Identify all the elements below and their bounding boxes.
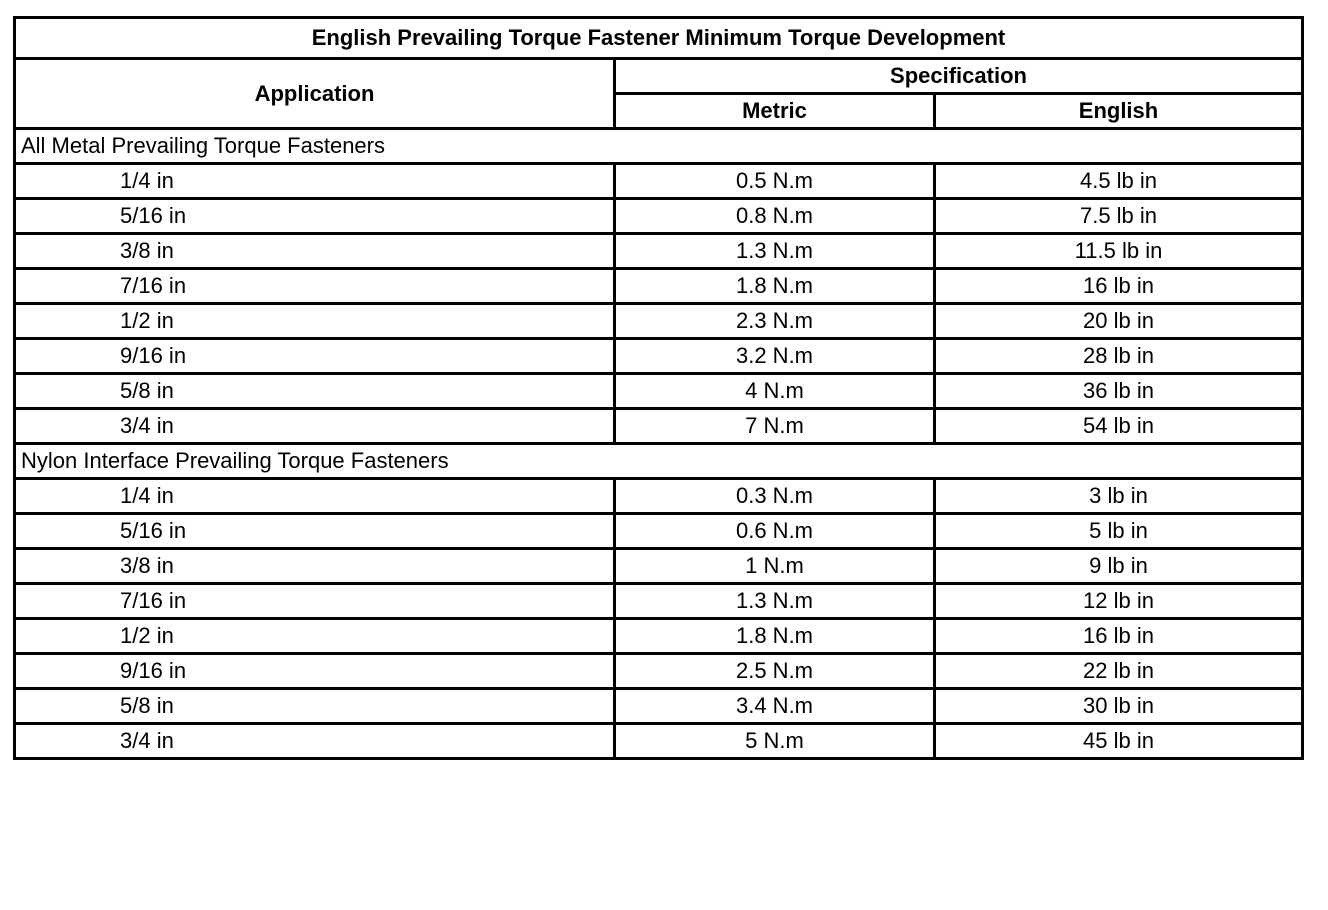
table-row	[15, 234, 1303, 269]
application-cell: 9/16 in	[15, 654, 615, 689]
table-title: English Prevailing Torque Fastener Minimum Torque Development	[15, 18, 1303, 59]
metric-cell: 3.4 N.m	[615, 689, 935, 724]
english-cell: 5 lb in	[935, 514, 1303, 549]
specification-header: Specification	[615, 59, 1303, 94]
table-row	[15, 374, 1303, 409]
application-cell: 7/16 in	[15, 269, 615, 304]
application-cell: 1/4 in	[15, 164, 615, 199]
english-cell: 22 lb in	[935, 654, 1303, 689]
english-header: English	[935, 94, 1303, 129]
group-row	[15, 129, 1303, 164]
table-row	[15, 304, 1303, 339]
metric-cell: 0.3 N.m	[615, 479, 935, 514]
english-cell: 12 lb in	[935, 584, 1303, 619]
english-cell: 16 lb in	[935, 269, 1303, 304]
table-row	[15, 409, 1303, 444]
english-cell: 7.5 lb in	[935, 199, 1303, 234]
english-cell: 30 lb in	[935, 689, 1303, 724]
application-header: Application	[15, 59, 615, 129]
table-row	[15, 514, 1303, 549]
table-row	[15, 269, 1303, 304]
english-cell: 3 lb in	[935, 479, 1303, 514]
table-row	[15, 199, 1303, 234]
table-row	[15, 689, 1303, 724]
metric-cell: 5 N.m	[615, 724, 935, 759]
header-row-1	[15, 59, 1303, 94]
metric-cell: 1.3 N.m	[615, 584, 935, 619]
application-cell: 3/4 in	[15, 724, 615, 759]
table-row	[15, 549, 1303, 584]
english-cell: 45 lb in	[935, 724, 1303, 759]
table-row	[15, 164, 1303, 199]
english-cell: 11.5 lb in	[935, 234, 1303, 269]
torque-spec-table	[13, 16, 1304, 760]
table-row	[15, 654, 1303, 689]
metric-cell: 7 N.m	[615, 409, 935, 444]
application-cell: 3/4 in	[15, 409, 615, 444]
title-row	[15, 18, 1303, 59]
metric-cell: 2.3 N.m	[615, 304, 935, 339]
metric-cell: 1.8 N.m	[615, 269, 935, 304]
english-cell: 4.5 lb in	[935, 164, 1303, 199]
application-cell: 5/16 in	[15, 199, 615, 234]
metric-cell: 1 N.m	[615, 549, 935, 584]
metric-cell: 4 N.m	[615, 374, 935, 409]
table-row	[15, 339, 1303, 374]
application-cell: 5/16 in	[15, 514, 615, 549]
english-cell: 9 lb in	[935, 549, 1303, 584]
metric-cell: 0.5 N.m	[615, 164, 935, 199]
table-row	[15, 724, 1303, 759]
application-cell: 5/8 in	[15, 689, 615, 724]
group-label: All Metal Prevailing Torque Fasteners	[15, 129, 1303, 164]
application-cell: 1/2 in	[15, 304, 615, 339]
metric-cell: 0.6 N.m	[615, 514, 935, 549]
application-cell: 3/8 in	[15, 549, 615, 584]
group-label: Nylon Interface Prevailing Torque Fasteners	[15, 444, 1303, 479]
metric-cell: 3.2 N.m	[615, 339, 935, 374]
metric-cell: 0.8 N.m	[615, 199, 935, 234]
application-cell: 1/4 in	[15, 479, 615, 514]
metric-header: Metric	[615, 94, 935, 129]
application-cell: 5/8 in	[15, 374, 615, 409]
table-row	[15, 584, 1303, 619]
table-row	[15, 479, 1303, 514]
english-cell: 36 lb in	[935, 374, 1303, 409]
application-cell: 7/16 in	[15, 584, 615, 619]
group-row	[15, 444, 1303, 479]
table-row	[15, 619, 1303, 654]
metric-cell: 1.3 N.m	[615, 234, 935, 269]
english-cell: 54 lb in	[935, 409, 1303, 444]
english-cell: 28 lb in	[935, 339, 1303, 374]
metric-cell: 1.8 N.m	[615, 619, 935, 654]
application-cell: 9/16 in	[15, 339, 615, 374]
application-cell: 1/2 in	[15, 619, 615, 654]
english-cell: 20 lb in	[935, 304, 1303, 339]
english-cell: 16 lb in	[935, 619, 1303, 654]
application-cell: 3/8 in	[15, 234, 615, 269]
table-body	[15, 129, 1303, 759]
metric-cell: 2.5 N.m	[615, 654, 935, 689]
